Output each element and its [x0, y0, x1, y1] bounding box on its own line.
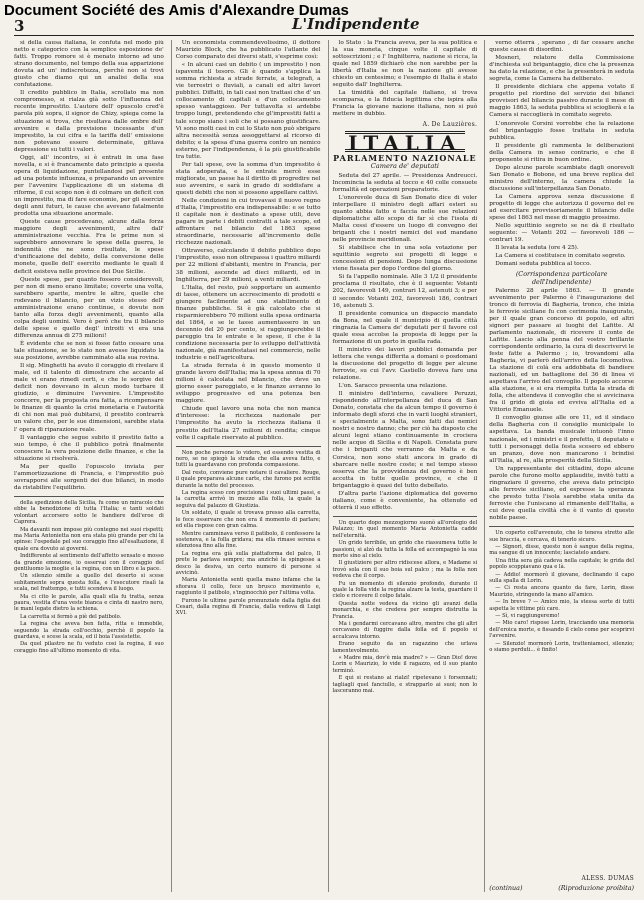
paragraph: lo Stato : la Francia aveva, per la sua politica e la sua moneta, cinque volte il capitale di sottoscrizioni ; e l' Inghilterra, nazione sì ricca, la quale nel 1859 dichiarò che non sarebbe per la libertà d'Italia se non la nazione gli avesse chiesto un centesimo; e l'esempio di Italia è stato seguito dall' Inghilterra.: [332, 40, 478, 89]
feuilleton-paragraph: « Madre mia, dov'è mia madre? » — Gran Dio! dove Lorin e Maurizio, lo vide il ragazzo, ed il suo pianto terminò.: [332, 655, 478, 674]
paragraph: Il ministro dell'interno, cavaliere Peruzzi, rispondendo all'interpellanza del duca di San Donato, constata che da alcun tempo il governo è informato degli sforzi che in varii luoghi stranieri, e specialmente a Malta, sono fatti dai nemici nostri e nostro danno; che per ciò ha disposto che alcuni legni stiano continuamente in crociera nelle acque di Sicilia e di Napoli. Constata pure che i briganti che verranno da Malta e da Corsica, non sono stati ancora in grado di sbarcare nelle nostre coste; e nel tempo stesso osserva che la provvidenza del governo è ben accetta in tutte quelle province, e che il brigantaggio è quasi del tutto debellato.: [332, 391, 478, 489]
paragraph: Il sig. Minghetti ha avuto il coraggio di rivelare il male, ed il talento di dimostrare che accanto al male vi erano rimedi certi, e che le sorgive dei deficit non dovevano in alcun modo turbare il giudizio, e diminuire l'avvenire. L'imprestito concorre, per la proposta ora fatta, a ricompensare le finanze di quanto la crisi monetaria e l'autorità di chi non mai può dubitarsi, il prestito contrarrà un valore che, per le sue dimensioni, sarebbe stata l' opera di riparazione reale.: [14, 363, 164, 433]
paragraph: Nello squittinio segreto se ne dà il risultato seguente: — Votanti 202 — favorevoli 186 — contrari 19.: [489, 223, 634, 244]
paragraph: Il presidente gli rammenta le deliberazioni della Camera in senso contrario, e che il proponente si ritira in buon ordine.: [489, 142, 634, 163]
paragraph: Seduta del 27 aprile. — Presidenza Andreucci. Incomincia la seduta al tocco e 40 colle consuete formalità ed operazioni preparatorie.: [332, 172, 478, 193]
section-heading: PARLAMENTO NAZIONALE: [333, 152, 477, 163]
column-4: [484, 40, 634, 892]
feuilleton-paragraph: La regina era già sulla piattaforma del palco, Il prete le parlava sempre; ma anzichè la spingesse a desco la desiva, un certo numero di persone si avvicinò.: [175, 550, 321, 576]
feuilleton-paragraph: Una fitta sera già cadeva nella capitale; le grida del popolo scoppiavano qua e là.: [489, 557, 634, 571]
feuilleton-column-4: [489, 530, 634, 653]
paragraph: Un rappresentante dei cittadini, dopo alcune parole che furono molto applaudite, invitò tutti a ringraziare il governo, che aveva dato principio alle ferrovie siciliane, ed espresse la speranza che presto tutta l'isola sarebbe stata unita da ferrovie che l'uniscano al rimanente dell'Italia, a cui deve quella civiltà che è il vanto di questo nobile paese.: [489, 465, 634, 522]
feuilleton-paragraph: Ma davanti non impose più contegno nei suoi rispetti; ma Maria Antonietta non era stata più grande per chi la spinse: l'ospedale pel suo coraggio fino all'esaltazione, il quale era dovuto ai governi.: [14, 526, 164, 552]
paragraph: Mosneri, relatore della Commissione d'inchiesta sul brigantaggio, dice che la presenza ha dato la relazione, e che la presenterà in seduta segreta, come la Camera ha deliberato.: [489, 55, 634, 83]
column-2: [171, 40, 321, 892]
paragraph: si della causa italiana, le confuta nel modo più netto e categorico con la semplice esposizione de' fatti. Troppo romore si è menato intorno ad uno strano documento, nel tempo della sua apparizione dovuta ad un' indiscretezza, perchè non si trovi giusto che diamo qui un analisi della sua confutazione.: [14, 40, 164, 89]
feuilleton-paragraph: — In breve ? — Amico mio, la stessa sorte di tutti aspetta le vittime più care.: [489, 599, 634, 612]
feuilleton-paragraph: E qui si restano ai rialzi! ripetevano i forsennati; tagliagli quel fanciullo, e strapparlo ai suoi; non lo lasceranno mai.: [332, 675, 478, 695]
feuilleton-column-1: [14, 500, 164, 654]
feuilleton-column-3: [333, 520, 478, 695]
feuilleton-paragraph: — Ci resta ancora quanto da fare, Lorin, disse Maurizio, stringendo la mano all'amico.: [489, 585, 634, 598]
feuilleton-paragraph: Furono le ultime parole pronunziate dalla figlia dei Cesari, dalla regina di Francia, dalla vedova di Luigi XVI.: [175, 597, 321, 617]
feuilleton-paragraph: Non poche persone lo videro, ed essendo vestita di nero, se ne spiegò la strada che ella aveva fatto, e tutti la guardavano con profonda compassione.: [175, 449, 321, 469]
paragraph: Per tali spese, ove la somma d'un imprestito è stata adoperata, e le entrate mercè esse migliorate, un paese ha il diritto di progredire nel suo avvenire, e sarà in grado di soddisfare a questi debiti che non si possono appellare cattivi.: [175, 161, 321, 196]
paragraph: Queste cause procedevano, alcune dalla forza maggiore degli avvenimenti, altre dall' amministrazione vecchia. Fra le prime non si saprebbero annoverare le spese della guerra, le indennità che ne sono risultate, le spese d'unificazione del debito, della conversione delle monete, quelle dell' esercito mediante le quali il deficit esisteva nelle province dei Due Sicilie.: [14, 219, 164, 275]
feuilleton-paragraph: — Silenzio! mormorò Lorin, tratteniamoci, silenzio; o siamo perduti... è finito!: [489, 640, 634, 653]
feuilleton-column-2: [176, 450, 321, 617]
paragraph: L'Italia, del resto, può sopportare un aumento di tasse, ottenere un accrescimento di prodotti e giungere facilmente ad uno stabilimento di finanze pubbliche. Si è già calcolato che si risparmierebbero 70 milioni sulla spesa ordinaria del 1864, e se le tasse aumentassero in un decennio del 20 per cento, si raggiungerebbe il pareggio tra le entrate e le spese, il che è la condizione necessaria per lo sviluppo dell'attività nazionale, già manifestatasi nel commercio, nelle industrie e nell'agricoltura.: [175, 284, 321, 362]
paragraph: Dopo alcune parole scambiate dagli onorevoli San Donato e Bobone, ed una breve replica del ministro dell'interno, la camera chiude la discussione sull'interpellanza San Donato.: [489, 164, 634, 192]
feuilleton-paragraph: Un coperto coll'avvenuto, che lo teneva stretto alle sue braccia, e cercava, di tenerlo sicuro.: [489, 530, 634, 543]
paragraph: Un economista commendevolissimo, il dottore Maurizio Block, che ha pubblicato l'atlante del Corso comparato dei diversi stati, s'esprime così:: [175, 40, 321, 61]
column-1: [14, 40, 164, 892]
author-signature: ALESS. DUMAS: [581, 874, 634, 882]
paragraph: verno otterrà , sperano , di far cessare anche queste cause di disordini.: [489, 40, 634, 54]
paragraph: Il ministro dei lavori pubblici domanda per lettera che venga differita a domani o posdomani la discussione del progetto di legge per alcune ferrovie, su cui l'avv. Castiello doveva fare una relazione.: [332, 346, 478, 382]
paragraph: Domani seduta pubblica al tocco.: [495, 261, 592, 268]
section-subheading: Camera de' deputati: [370, 161, 440, 170]
paragraph: L'onorevole Corsini vorrebbe che la relazione del brigantaggio fosse trattata in seduta pubblica.: [489, 120, 634, 141]
feuilleton-paragraph: — Addio! mormorò il giovane, declinando il capo sulla spalla di Lorin.: [489, 571, 634, 584]
feuilleton-paragraph: Un quarto dopo mezzogiorno suonò all'orologio del Palazzo; in quel momento Maria Antonietta cadde nell'eternità.: [332, 519, 478, 539]
feuilleton-divider: [14, 496, 164, 497]
paragraph: Ma per quello l'opuscolo inviata per l'ammortizzazione di Francia, e l'imprestito può sovrapporsi alle sorgenti dei due bilanci, in modo da ristabilire l'equilibrio.: [14, 463, 164, 491]
feuilleton-divider: [489, 526, 634, 527]
feuilleton-closing: [489, 871, 634, 892]
feuilleton-paragraph: Ma ci cito le parole, alla quali ella fu tratta, senza paura, vestita d'una veste bianca e cinta di nastro nero, le mani legate dietro la schiena.: [14, 593, 164, 613]
paragraph: Queste spese, per quanto fossero considerevoli, per non di meno erano limitate; coverte una volta, sarebbero sparite, mentre le altre, quelle che rodevano il bilancio, per un vizio stesso dell' amministrazione erano continue, e dovute non tanto alla forza degli avvenimenti, quanto alla colpa degli uomini. Vero è però che tra il bilancio delle spese e quello degl' introiti vi era una differenza annua di 275 milioni!: [14, 276, 164, 339]
feuilleton-paragraph: Indifferente al sentimento dell'affetto sensato e mosso da grande emozione, io osservai con il coraggio del gentiluomo la moglie e la regina, con un libro e la pace.: [14, 553, 164, 573]
masthead: L'Indipendente: [292, 15, 420, 33]
paragraph: Ottraverso, calcolando il debito pubblico dopo l'imprestito, esso non oltrepassa i quattro miliardi per 22 milioni d'abitanti, mentre in Francia, per 38 milioni, ascende ad dieci miliardi, ed in Inghilterra, per 29 milioni, a venti miliardi.: [175, 248, 321, 283]
paragraph: Nelle condizioni in cui trovavasi il nuovo regno d'Italia, l'imprestito era indispensabile: e se tutto il capitale non è destinato a spese utili, deve pagare in parte i debiti contratti a tale scopo, ed affrontare nel bilancio del 1863 spese straordinarie, necessarie all'incremento delle ricchezze nazionali.: [175, 198, 321, 247]
paragraph: La strada ferrata è in questo momento il grande lavoro dell'Italia; ma la spesa annua di 70 milioni è calcolata nel bilancio, che deve un giorno esser pareggiato, e le finanze avranno lo sviluppo progressivo ed una potenza ben maggiore.: [175, 363, 321, 405]
paragraph: Palermo 28 aprile 1863. — Il grande avvenimento per Palermo è l'inaugurazione del tronco di ferrovia di Bagheria, tronco, che inizia le ferrovie siciliane fu con cerimonia inaugurato, per il quale gran concorso di popolo, ed altri signori per passare ai luoghi del Lafitte. Al parlamento nazionale, di ricevere il conte de Lafitte. Lascio alla penna del vostro brillante corrispondente ordinario, la cura di descrivervi le feste fatte a Palermo ; io, trovandomi alla Bagheria, vi parlerò dell'arrivo della locomotiva. La stazione di colà era addobbata di bandiere nazionali, ed un battaglione del 36 di linea vi aspettava l'arrivo del convoglio. Il popolo accorse alla stazione, e si era riempita tutta la strada di folla, che attendeva il convoglio che si avvicinava fra il grido di gioia ed evviva all'Italia ed a Vittorio Emanuele.: [489, 287, 634, 414]
feuilleton-paragraph: Mentre camminava verso il patibolo, il confessore la sosteneva, e la folla gridava; ma ella rimase serena e silenziosa fino alla fine.: [175, 530, 321, 550]
newspaper-header: [14, 15, 634, 36]
paragraph: La Camera si costituisce in comitato segreto.: [495, 253, 626, 260]
paragraph: D'altra parte l'azione diplomatica del governo italiano, come è conveniente, ha ottenuto ed otterrà il suo effetto.: [332, 490, 478, 511]
column-3: [328, 40, 478, 892]
continued-note: (continua): [489, 883, 523, 892]
page-number: 3: [14, 17, 25, 35]
paragraph: Il vantaggio che segue subito il prestito fatto a suo tempo, è che il pubblico potrà finalmente conoscere la vera posizione delle finanze, e che la situazione si risolverà.: [14, 434, 164, 462]
paragraph: Chiude quel lavoro una nota che non manca d'interesse: la ricchezza nazionale per l'imprestito ha avuto la ricchezza italiana il prestito dell'Italia 27 milioni di rendita; cinque volte il capitale riservato al pubblico.: [175, 406, 321, 441]
feuilleton-paragraph: Un soldato, il quale si trovava presso alla carretta, le fece osservare che non era il momento di parlare; ed ella rispose con gran calma.: [175, 510, 321, 530]
feuilleton-paragraph: La regina sceso con precisione i suoi ultimi passi, e la carretta arrivò in mezzo alla folla, la quale la seguiva dal palazzo di Giustizia.: [175, 490, 321, 509]
paragraph: Oggi, all' incontro, si è entrati in una fase novella, e si è francamente dato principio a questa opera di liquidazione, puntellandosi pel presente ad una potente influenza, e preparando un avvenire per l'avvenire l'applicazione di un sistema di riforme, il cui scopo non è di colmare un deficit con un imprestito, ma di fare economie, per gli esercizi degli anni futuri, le cause che avevano fatalmente prodotta una situazione anormale.: [14, 154, 164, 218]
feuilleton-paragraph: — Mio caro! rispose Lorin, tracciando una memoria dell'eroica morte, e fissando il cielo come per scoprirvi l'avvenire.: [489, 620, 634, 640]
closing-row: [489, 885, 634, 892]
article-signature: A. De Lauzières.: [422, 120, 478, 128]
paragraph: Il presidente dichiara che appena votato il progetto pel riordino del servizio dei bilanci provvisori del bilancio passivo durante il mese di maggio 1863, la seduta pubblica si scioglierà e la Camera si raccoglierà in comitato segreto.: [489, 84, 634, 119]
paragraph: L'on. Saracco presenta una relazione.: [338, 383, 448, 390]
feuilleton-paragraph: Erano seguito da un ragazzino che urlava lamentevolmente.: [332, 641, 478, 654]
paragraph: Il credito pubblico in Italia, scrollato ma non compromesso, si rialza già sotto l'influenza del recente imprestito. L'autore dell' opuscolo cred'è parola più sopra, il signor de Chizy, spiega come la situazione si trova, che risultava dalle ombre dell' avvenire e dalla previsione incessante d'un imprestito, la cui cifra e la tariffa dell' emissione non potevano essere determinate, gittava depressione su tutti i valori.: [14, 90, 164, 153]
column-3-body: [333, 40, 478, 512]
feuilleton-paragraph: Un grido terribile, un grido che riassumeva tutte le passioni, si alzò da tutta la folla ed accompagnò la sua morte sino al cielo.: [332, 540, 478, 559]
paragraph: « In alcuni casi un debito ( un imprestito ) non ispaventa il tesoro. Gli è quando s'applica la somma richiesta a strade ferrate, a telegrafi, a vie terrestri o fluviali, a canali ed altri lavori pubblici. Diffatti, in tali casi non trattasi che d' un collocamento di capitali e d'un collocamento spesso vantaggioso. Per tuttavolta si ardebbe troppo lungi, pretendendo che gl'imprestiti fatti a tale scopo siano i soli che si possano giustificare. Vi sono molti casi in cui lo Stato non può sbrigare altra necessità senza assoggettarsi al ricorso di debito; e la spesa d'una guerra contro un nemico esterno, per l'indipendenza, è la più giustificabile tra tutte.: [175, 62, 321, 160]
feuilleton-paragraph: La carretta si fermò a piè del patibolo.: [20, 613, 122, 620]
feuilleton-paragraph: La regina che aveva ben fatta, ritta e immobile, seguendo la strada coll'occhio, perchè il popolo la guardava, e scese la scala, ed il boia l'assistette.: [14, 621, 164, 641]
feuilleton-paragraph: Questa notte vedeva da vicino gli avanzi della monarchia, e che credeva per sempre distrutta la Francia.: [332, 600, 478, 620]
feuilleton-paragraph: della spedizione della Sicilia, fu come un miracolo che ebbe la benedizione di tutta l'Italia; e tanti soldati volontari accorsero sotto le bandiere dell'eroe di Caprera.: [14, 499, 164, 526]
paragraph: La Camera approva senza discussione il progetto di legge che autorizza il governo del re ad esercitare provvisoriamente il bilancio delle spese del 1863 nel mese di maggio prossimo.: [489, 193, 634, 222]
feuilleton-divider: [176, 446, 321, 447]
article-columns: [14, 40, 634, 892]
paragraph: Il presidente comunica un dispaccio mandato da Bona, nel quale il municipio di quella città ringrazia la Camera de' deputati per il favore col quale essa accolse la proposta di legge per la formazione di un porto in quella rada.: [332, 310, 478, 345]
paragraph: Si stabilisce che in una sola votazione per squittinio segreto sui progetti di legge e concessioni di pensioni. Dopo lunga discussione viene fissata per dopo l'ordine del giorno.: [332, 245, 478, 273]
feuilleton-paragraph: Fu un momento di silenzio profondo, durante il quale la folla vide la regina alzare la testa, guardare il cielo e ricevere il colpo fatale.: [332, 580, 478, 600]
paragraph: L'onorevole duca di San Donato dice di voler interpellare il ministro degli affari esteri su quanto abbia fatto e faccia nelle sue relazioni diplomatiche allo scopo di far sì che l'isola di Malta cessi d'essere un luogo di convegno dei briganti che i nostri nemici del sud mandano nelle provincie meridionali.: [332, 194, 478, 244]
column-4-body: [489, 40, 634, 522]
watermark: Document Société des Amis d'Alexandre Dumas: [4, 2, 349, 19]
section-title: ITALIA: [348, 130, 462, 155]
feuilleton-paragraph: Da quel pilastro ne fu veduto cosi la regina, il suo coraggio fino all'ultimo momento di vita.: [14, 641, 164, 654]
feuilleton-paragraph: Dal resto, conviene pure notare il cavaliere. Rouge, il quale preparava alcune carte, che furono poi scritte durante la notte del processo.: [175, 469, 321, 489]
column-1-body: [14, 40, 164, 492]
feuilleton-paragraph: Maria Antonietta senti quella mano infame che la sfiorava il collo, fece un brusco movimento e, raggiunto il patibolo, s'inginocchiò per l'ultima volta.: [175, 577, 321, 597]
feuilleton-paragraph: — Signori, disse, questo non è sangue della regina, ma sangue di un innocente; lasciatelo andare.: [489, 543, 634, 557]
feuilleton-paragraph: — Sì, vi raggiungeremo!: [495, 612, 560, 619]
feuilleton-divider: [333, 516, 478, 517]
feuilleton-paragraph: Un silenzio simile a quello del deserto si scese subitamente sopra questa folla, e l'esecutore risalì la scala, nel frattempo, e tutti scendeva il luogo.: [14, 573, 164, 593]
paragraph: La timidità del capitale italiano, si trova scomparsa, e la fiducia legittima che ispira alla Francia la giovane nazione italiana, non si può mettere in dubbio.: [332, 90, 478, 118]
correspondence-heading: (Corrispondenza particolare dell'Indipendente): [515, 270, 608, 286]
paragraph: È evidente che se non si fosse fatto cessare una tale situazione, se lo stato non avesse liquidato la sua posizione, avrebbe camminato alla sua rovina.: [14, 340, 164, 362]
column-2-body: [176, 40, 321, 442]
reproduction-note: (Riproduzione proibita): [558, 883, 634, 892]
paragraph: Il levata la seduta (ore 4 25).: [495, 245, 579, 252]
paragraph: Si fa l'appello nominale. Alle 3 1/2 il presidente proclama il risultato, che è il seguente: Votanti 202, favorevoli 149, contrari 12, astenuti 3; e per il secondo: Votanti 202, favorevoli 186, contrari 16, astenuti 3.: [332, 274, 478, 309]
feuilleton-paragraph: Ma i gendarmi cercavano altro, mentre che gli altri cercavano di fuggire dalla folla ed il popolo si accalcava intorno.: [332, 621, 478, 640]
paragraph: Il convoglio giunse alle ore 11, ed il sindaco della Bagheria con il consiglio municipale lo aspettava. La banda musicale intuonò l'inno nazionale, ed i ministri e il prefetto, il deputato e tutti i personaggi della festa scesero ed ebbero un pranzo, dove non mancarono i brindisi all'Italia, al re, alla prosperità della Sicilia.: [489, 415, 634, 464]
feuilleton-paragraph: Il giustiziere per altro ridiscese allora, e Madame si trovò sola con il suo boia sul palco ; ma la folla non vedeva che il corpo.: [332, 560, 478, 580]
